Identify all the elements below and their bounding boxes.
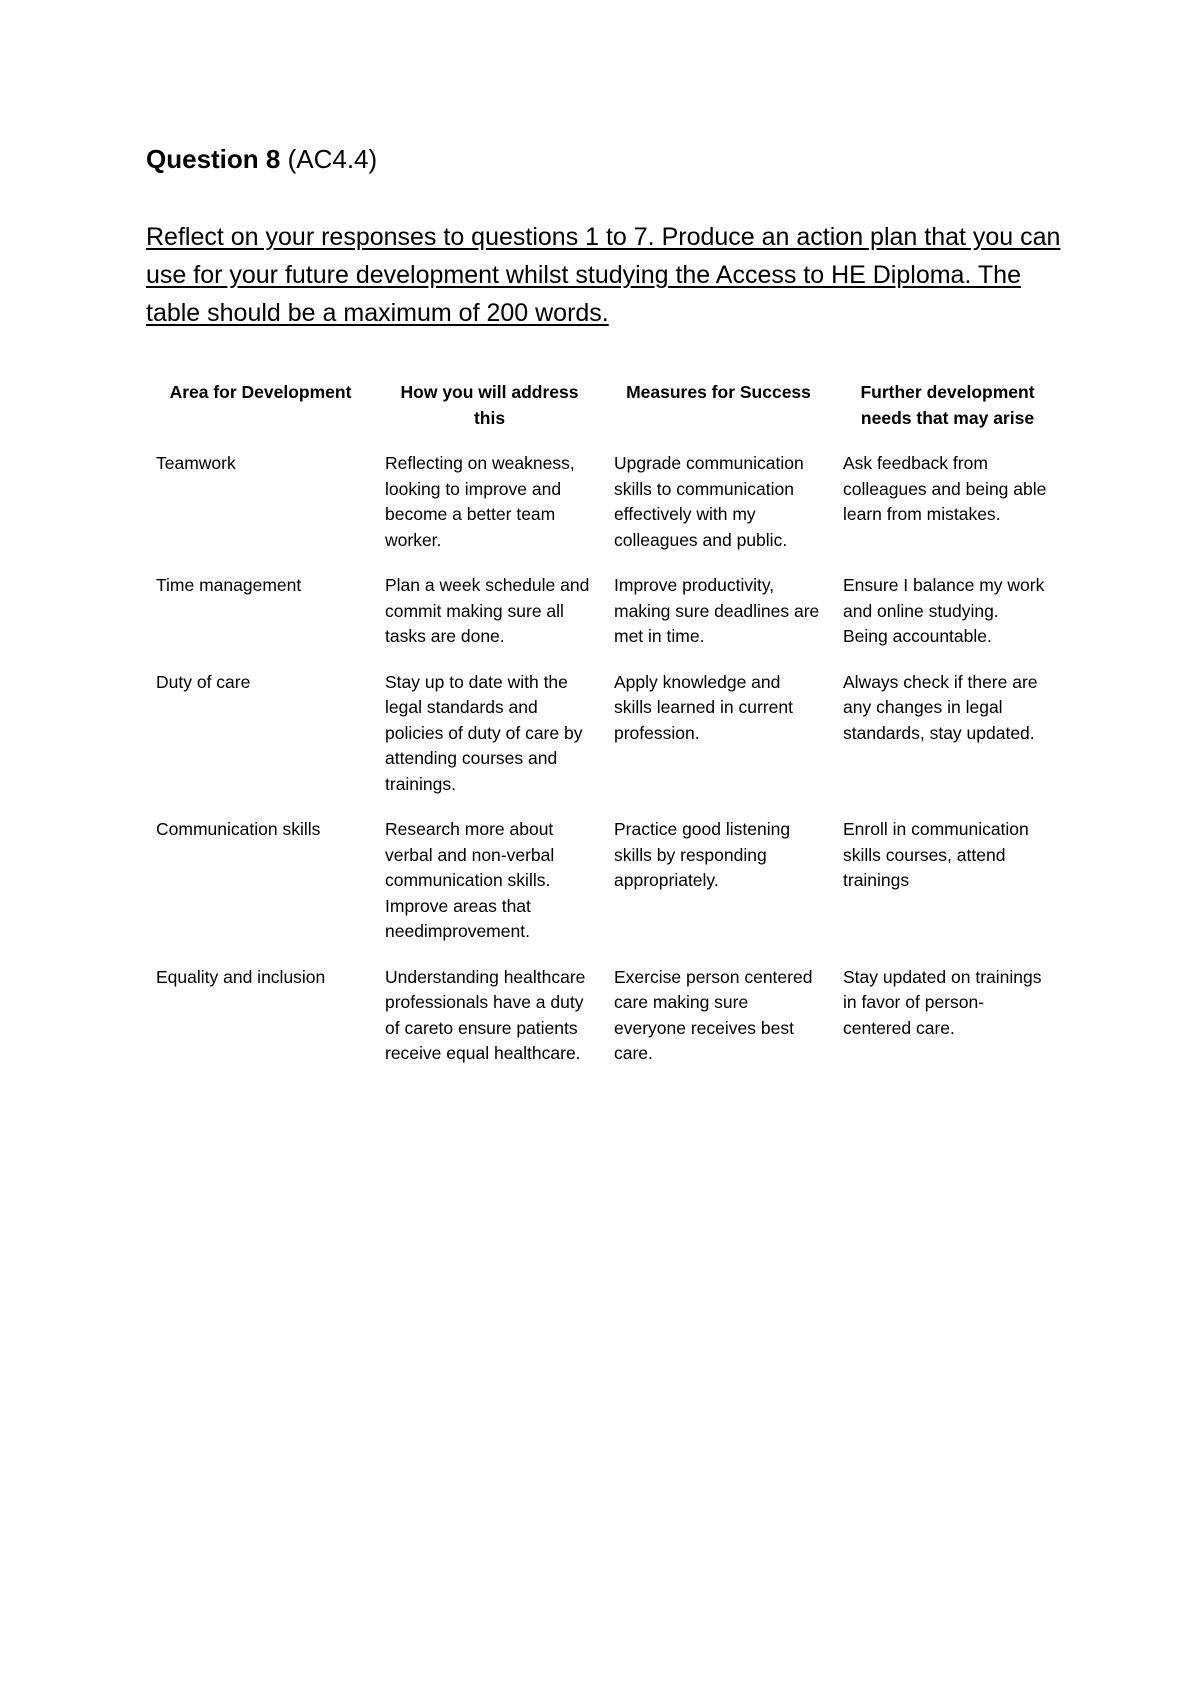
- cell-address: Research more about verbal and non-verbal communication skills. Improve areas that needimprovement.: [385, 819, 555, 941]
- table-row: [146, 573, 1062, 670]
- action-plan-table: [146, 380, 1062, 1087]
- cell-address: Understanding healthcare professionals have a duty of careto ensure patients receive equal healthcare.: [385, 966, 586, 1063]
- question-heading: [146, 142, 377, 176]
- header-area: Area for Development: [169, 382, 352, 402]
- question-criterion: (AC4.4): [287, 144, 378, 174]
- table-header-row: [146, 380, 1062, 451]
- cell-measures: Practice good listening skills by responding appropriately.: [614, 819, 791, 890]
- question-prompt: Reflect on your responses to questions 1 to 7. Produce an action plan that you can use for your future development whilst studying the Access to HE Diploma. The table should be a maximum of 200 words.: [146, 223, 1061, 327]
- question-number: Question 8: [146, 144, 281, 174]
- table-row: [146, 965, 1062, 1087]
- cell-area: Time management: [156, 575, 302, 595]
- cell-area: Communication skills: [156, 819, 321, 839]
- cell-further: Ensure I balance my work and online studying. Being accountable.: [843, 575, 1045, 646]
- cell-area: Equality and inclusion: [156, 966, 326, 987]
- cell-measures: Apply knowledge and skills learned in current profession.: [614, 671, 793, 743]
- header-address: How you will address this: [400, 382, 579, 428]
- table-row: [146, 670, 1062, 818]
- cell-area: Duty of care: [156, 671, 251, 692]
- cell-measures: Improve productivity, making sure deadlines are met in time.: [614, 575, 820, 646]
- cell-further: Always check if there are any changes in legal standards, stay updated.: [843, 671, 1038, 743]
- cell-further: Ask feedback from colleagues and being able learn from mistakes.: [843, 453, 1047, 524]
- table-row: [146, 451, 1062, 573]
- cell-further: Enroll in communication skills courses, attend trainings: [843, 819, 1029, 890]
- cell-measures: Exercise person centered care making sure everyone receives best care.: [614, 966, 813, 1063]
- cell-measures: Upgrade communication skills to communication effectively with my colleagues and public.: [614, 453, 804, 550]
- cell-area: Teamwork: [156, 453, 236, 473]
- cell-address: Stay up to date with the legal standards and policies of duty of care by attending courses and trainings.: [385, 671, 583, 794]
- cell-address: Reflecting on weakness, looking to improve and become a better team worker.: [385, 453, 575, 550]
- header-measures: Measures for Success: [626, 382, 811, 402]
- table-row: [146, 817, 1062, 965]
- header-further: Further development needs that may arise: [860, 382, 1035, 428]
- cell-address: Plan a week schedule and commit making sure all tasks are done.: [385, 575, 590, 646]
- cell-further: Stay updated on trainings in favor of person-centered care.: [843, 966, 1042, 1038]
